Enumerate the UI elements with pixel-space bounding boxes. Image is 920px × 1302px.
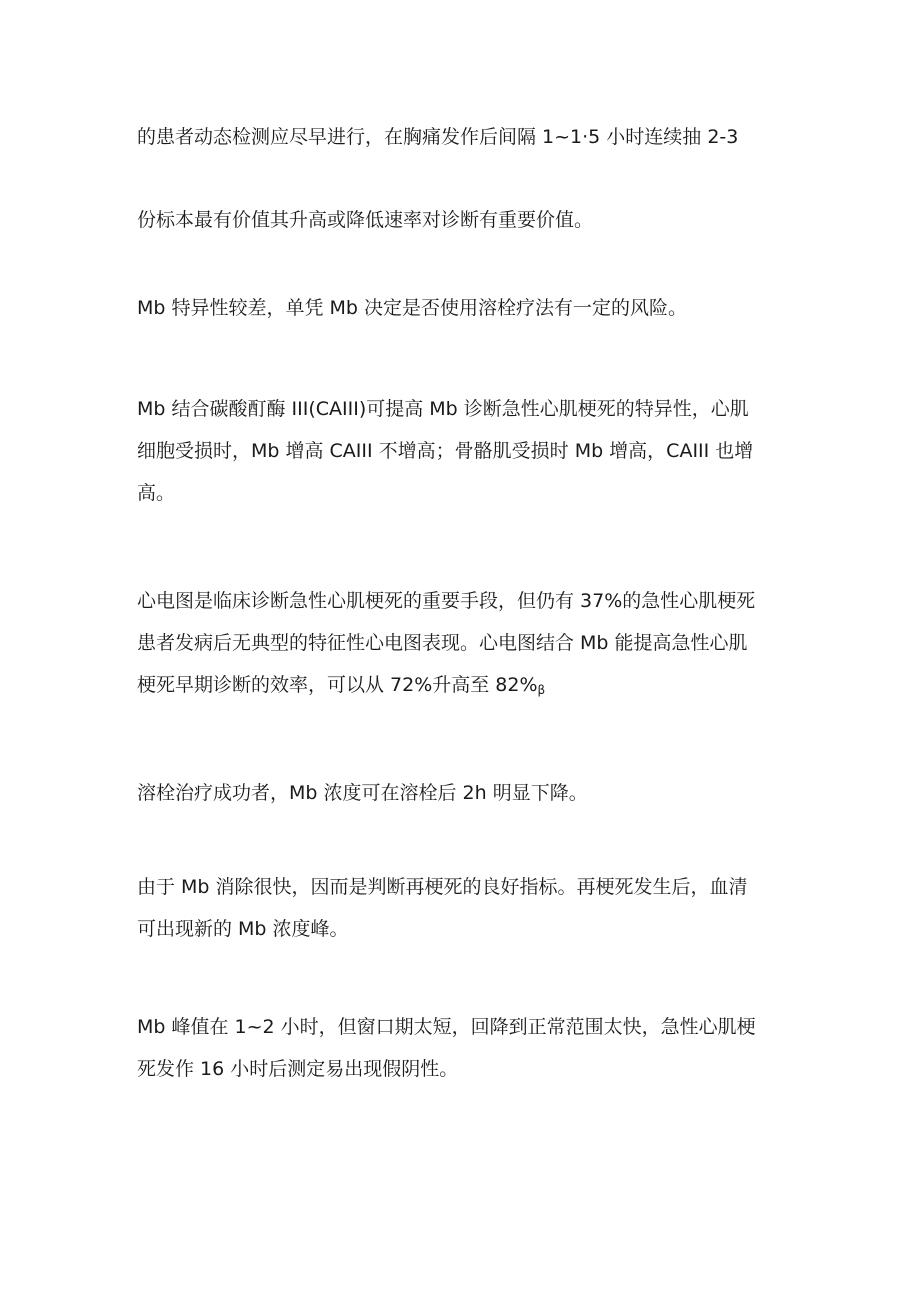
paragraph-line: 心电图是临床诊断急性心肌梗死的重要手段，但仍有 37%的急性心肌梗死 (137, 590, 756, 612)
paragraph-1 (137, 116, 797, 241)
paragraph-3 (137, 388, 797, 514)
paragraph-line: 的患者动态检测应尽早进行，在胸痛发作后间隔 1~1·5 小时连续抽 2-3 (137, 126, 739, 148)
paragraph-2 (137, 287, 797, 329)
paragraph-line: Mb 特异性较差，单凭 Mb 决定是否使用溶栓疗法有一定的风险。 (137, 297, 688, 319)
paragraph-line: 患者发病后无典型的特征性心电图表现。心电图结合 Mb 能提高急性心肌 (137, 632, 748, 654)
paragraph-line: 死发作 16 小时后测定易出现假阴性。 (137, 1058, 459, 1080)
paragraph-line: 溶栓治疗成功者，Mb 浓度可在溶栓后 2h 明显下降。 (137, 782, 588, 804)
paragraph-line: 可出现新的 Mb 浓度峰。 (137, 918, 349, 940)
paragraph-5 (137, 772, 797, 814)
paragraph-line-text: 梗死早期诊断的效率，可以从 72%升高至 82% (137, 674, 538, 696)
paragraph-6 (137, 866, 797, 950)
paragraph-line: Mb 峰值在 1~2 小时，但窗口期太短，回降到正常范围太快，急性心肌梗 (137, 1016, 756, 1038)
paragraph-line: 由于 Mb 消除很快，因而是判断再梗死的良好指标。再梗死发生后，血清 (137, 876, 748, 898)
trailing-subscript-mark: β (537, 683, 546, 697)
paragraph-line (137, 664, 797, 706)
paragraph-line: 份标本最有价值其升高或降低速率对诊断有重要价值。 (137, 209, 594, 231)
paragraph-7 (137, 1006, 797, 1090)
paragraph-line: Mb 结合碳酸酊酶 III(CAIII)可提高 Mb 诊断急性心肌梗死的特异性，心肌 (137, 398, 749, 420)
paragraph-line: 细胞受损时，Mb 增高 CAIII 不增高；骨骼肌受损时 Mb 增高，CAIII 也增 (137, 440, 754, 462)
paragraph-4 (137, 580, 797, 706)
paragraph-line: 高。 (137, 482, 176, 504)
